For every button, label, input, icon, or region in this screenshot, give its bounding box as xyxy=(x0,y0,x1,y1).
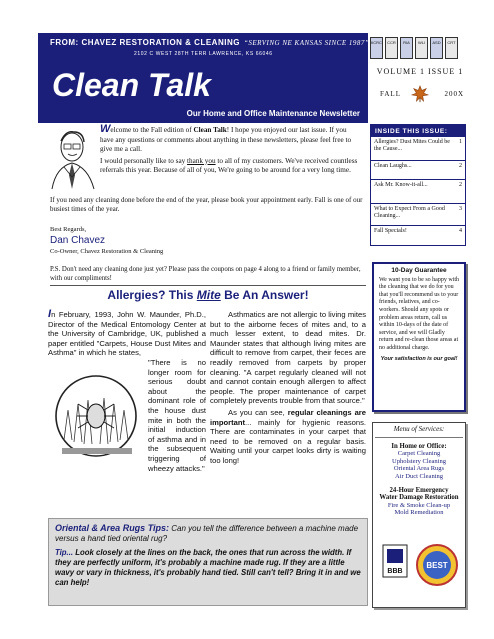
season-label: FALL xyxy=(380,90,401,98)
certification-logo-icon: CRT xyxy=(445,37,458,59)
letter-paragraph: If you need any cleaning done before the end of the year, please book your appointment early. Fall is one of our busiest times of the year. xyxy=(50,196,363,213)
article-paragraph: As you can see, regular cleanings are important... mainly for hygienic reasons. There are contaminates in your carpet that need to be removed on a regular basis. Waiting until your carpet looks dirty is waiting too long! xyxy=(210,407,366,465)
service-item: Oriental Area Rugs xyxy=(393,465,445,473)
letter-postscript: P.S. Don't need any cleaning done just yet? Please pass the coupons on page 4 along to a friend or family member, with our compliments! xyxy=(50,266,361,282)
header-banner xyxy=(38,33,368,63)
company-address: 2102 C WEST 28TH TERR LAWRENCE, KS 66046 xyxy=(134,51,273,57)
company-tagline: “SERVING NE KANSAS SINCE 1987” xyxy=(243,39,370,47)
toc-item[interactable] xyxy=(371,204,465,226)
toc-item[interactable] xyxy=(371,180,465,204)
toc-item-page: 1 xyxy=(459,139,462,145)
toc-item-page: 3 xyxy=(459,206,462,212)
certification-logo-icon: ASD xyxy=(430,37,443,59)
autumn-leaf-icon xyxy=(411,85,429,103)
certification-logo-icon: WLI xyxy=(415,37,428,59)
guarantee-footer: Your satisfaction is our goal! xyxy=(380,355,458,362)
letter-paragraph: I would personally like to say thank you to all of my customers. We've received countless referrals this year. Because of all of you, We're going to be around for a very long time. xyxy=(100,156,358,174)
inside-this-issue-box xyxy=(370,124,466,246)
rug-tips-question: Oriental & Area Rugs Tips: Can you tell the difference between a machine made versus a hand tied oriental rug? xyxy=(55,523,359,543)
toc-item-page: 2 xyxy=(459,163,462,169)
toc-item-page: 4 xyxy=(459,228,462,234)
toc-item-title: What to Expect From a Good Cleaning... xyxy=(374,206,445,219)
article-column-2 xyxy=(210,310,366,466)
inside-this-issue-heading: INSIDE THIS ISSUE: xyxy=(371,125,465,137)
dust-mite-illustration xyxy=(50,370,146,460)
services-menu-box xyxy=(372,422,466,608)
welcome-letter xyxy=(50,125,360,176)
bbb-badge-icon: BBB xyxy=(387,568,403,575)
company-from-line: FROM: CHAVEZ RESTORATION & CLEANING “SERVING NE KANSAS SINCE 1987” xyxy=(50,38,370,47)
toc-list xyxy=(371,137,465,243)
rug-tips-answer: Tip... Look closely at the lines on the back, the ones that run across the width. If they are perfectly uniform, it's probably a machine made rug. If they are a little wavy or vary in thickness, it's probably hand tied. Still can't tell? Bring it in and we can help! xyxy=(55,548,361,587)
volume-issue: VOLUME 1 ISSUE 1 xyxy=(376,67,464,76)
article-paragraph: In February, 1993, John W. Maunder, Ph.D., Director of the Medical Entomology Center at the University of Cambridge, UK, published a paper entitled "Carpets, House Dust Mites and Asthma" in which he states, xyxy=(48,308,206,358)
toc-item-title: Allergies? Dust Mites Could be the Cause... xyxy=(374,139,450,152)
services-category: In Home or Office: xyxy=(391,442,447,450)
signature-title: Co-Owner, Chavez Restoration & Cleaning xyxy=(50,248,164,255)
award-badges xyxy=(379,535,461,601)
certification-logo-icon: CCR xyxy=(385,37,398,59)
toc-item[interactable] xyxy=(371,226,465,243)
masthead xyxy=(38,63,368,123)
certification-logos xyxy=(370,33,462,63)
rug-tips-box xyxy=(48,518,368,606)
article-paragraph: Asthmatics are not allergic to living mites but to the airborne feces of mites and, to a much lesser extent, to dead mites. Dr. Maunder states that although living mites are difficult to remove from carpet, their feces are readily removed from carpets by proper cleaning. "A carpet regularly cleaned will not and cannot contain enough allergen to affect people. The proper maintenance of carpet completely prevents trouble from that source." xyxy=(210,310,366,406)
certification-logo-icon: RIA xyxy=(400,37,413,59)
toc-item-title: Clean Laughs... xyxy=(374,163,412,169)
best-award-icon: BEST xyxy=(426,561,448,570)
services-category: Water Damage Restoration xyxy=(379,494,459,502)
newsletter-subtitle: Our Home and Office Maintenance Newsletter xyxy=(186,109,360,118)
article-headline: Allergies? This Mite Be An Answer! xyxy=(107,288,309,302)
service-item: Fire & Smoke Clean-up xyxy=(387,501,451,509)
newsletter-title: Clean Talk xyxy=(52,67,211,103)
service-item: Carpet Cleaning xyxy=(397,450,441,458)
toc-item-page: 2 xyxy=(459,182,462,188)
letter-signature: Dan Chavez xyxy=(50,235,106,246)
certification-logo-icon: IICRC xyxy=(370,37,383,59)
service-item: Air Duct Cleaning xyxy=(394,472,444,480)
services-heading: Menu of Services: xyxy=(375,426,463,438)
toc-item-title: Ask Mr. Know-it-all... xyxy=(374,182,428,188)
toc-item[interactable] xyxy=(371,161,465,180)
letter-paragraph: Welcome to the Fall edition of Clean Talk! I hope you enjoyed our last issue. If you have any questions or comments about anything in these newsletters, please feel free to give me a call. xyxy=(100,123,352,153)
guarantee-box xyxy=(372,262,466,412)
guarantee-body: We want you to be so happy with the cleaning that we do for you that you'll recommend us to your friends, relatives, and co-workers. Should any spots or problem areas return, call us within 10-days of the date of service, and we will Gladly return and re-clean those areas at no additional charge. xyxy=(379,276,460,351)
article-quote: "There is no longer room for serious doubt about the dominant role of the house dust mite in both the initial induction of asthma and in the subsequent triggering of wheezy attacks." xyxy=(148,357,206,473)
year-label: 200X xyxy=(444,90,464,98)
guarantee-heading: 10-Day Guarantee xyxy=(391,267,447,274)
service-item: Mold Remediation xyxy=(394,509,444,517)
toc-item-title: Fall Specials! xyxy=(374,228,407,234)
toc-item[interactable] xyxy=(371,137,465,161)
service-item: Upholstery Cleaning xyxy=(392,457,446,465)
services-category: 24-Hour Emergency xyxy=(389,486,449,494)
section-divider xyxy=(50,285,366,286)
letter-closing: Best Regards, xyxy=(50,226,87,233)
